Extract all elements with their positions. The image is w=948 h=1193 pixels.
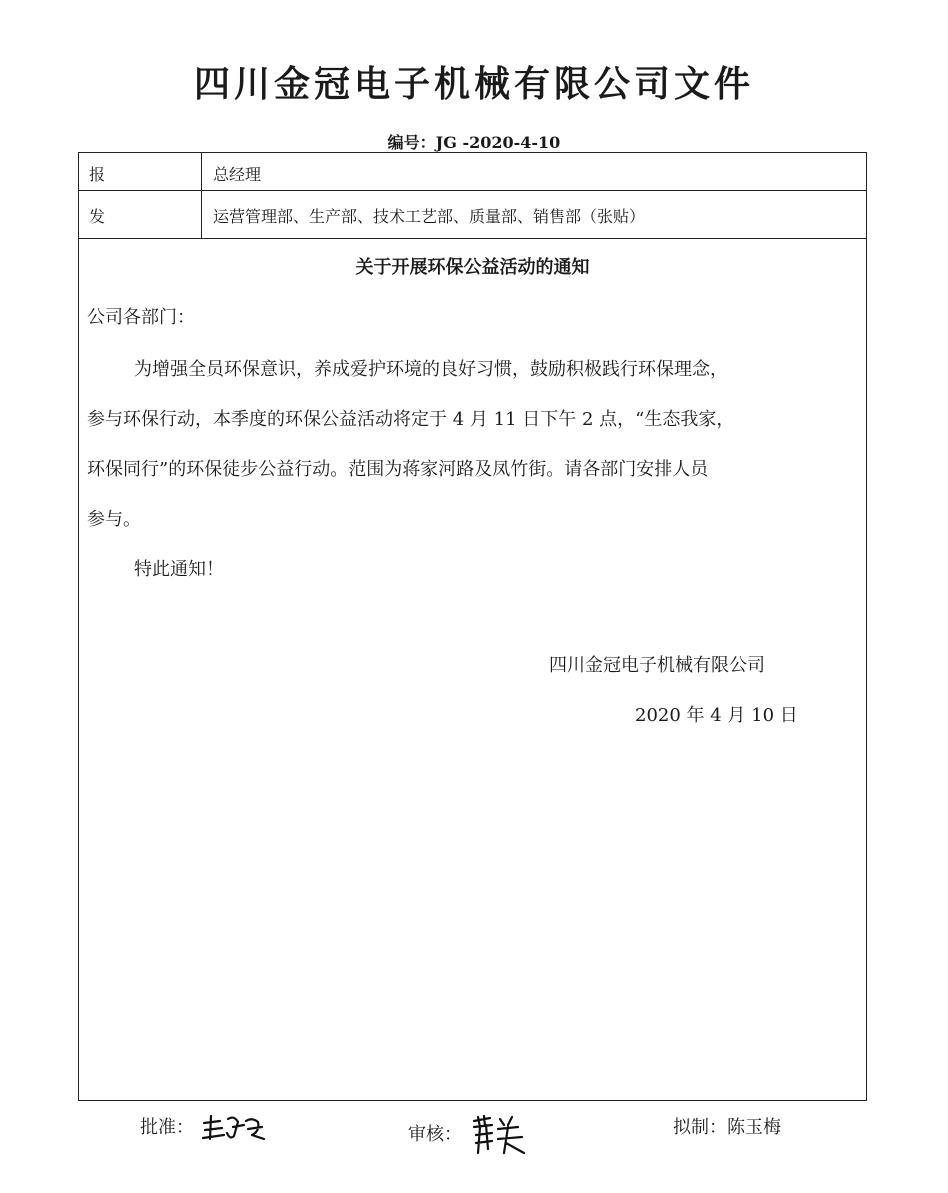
approve-field [140,1113,272,1143]
approve-label: 批准： [140,1117,194,1138]
row-divider [79,238,866,239]
review-field [408,1113,532,1157]
notice-title: 关于开展环保公益活动的通知 [355,257,590,278]
paragraph-line: 参与。 [87,509,141,530]
review-signature [468,1113,532,1157]
draft-field [673,1113,781,1139]
send-label: 发 [89,207,106,226]
issue-date: 2020 年 4 月 10 日 [635,705,798,726]
report-value: 总经理 [213,165,262,184]
row-divider [79,190,866,191]
document-frame [78,152,867,1101]
issuer-name: 四川金冠电子机械有限公司 [549,655,765,676]
send-value: 运营管理部、生产部、技术工艺部、质量部、销售部（张贴） [213,207,646,226]
document-number: 编号：JG -2020-4-10 [387,133,561,152]
paragraph-line: 为增强全员环保意识，养成爱护环境的良好习惯，鼓励积极践行环保理念， [134,359,728,380]
salutation: 公司各部门： [87,307,195,328]
document-title: 四川金冠电子机械有限公司文件 [193,64,754,105]
draft-name: 陈玉梅 [727,1117,781,1138]
draft-label: 拟制： [673,1117,727,1138]
column-divider [201,153,202,238]
report-label: 报 [89,165,106,184]
paragraph-line: 环保同行”的环保徒步公益行动。范围为蒋家河路及凤竹街。请各部门安排人员 [87,459,709,480]
review-label: 审核： [408,1124,462,1145]
paragraph-line: 参与环保行动，本季度的环保公益活动将定于 4 月 11 日下午 2 点，“生态我家， [87,409,735,430]
closing-line: 特此通知！ [134,559,224,580]
approve-signature [200,1113,272,1143]
